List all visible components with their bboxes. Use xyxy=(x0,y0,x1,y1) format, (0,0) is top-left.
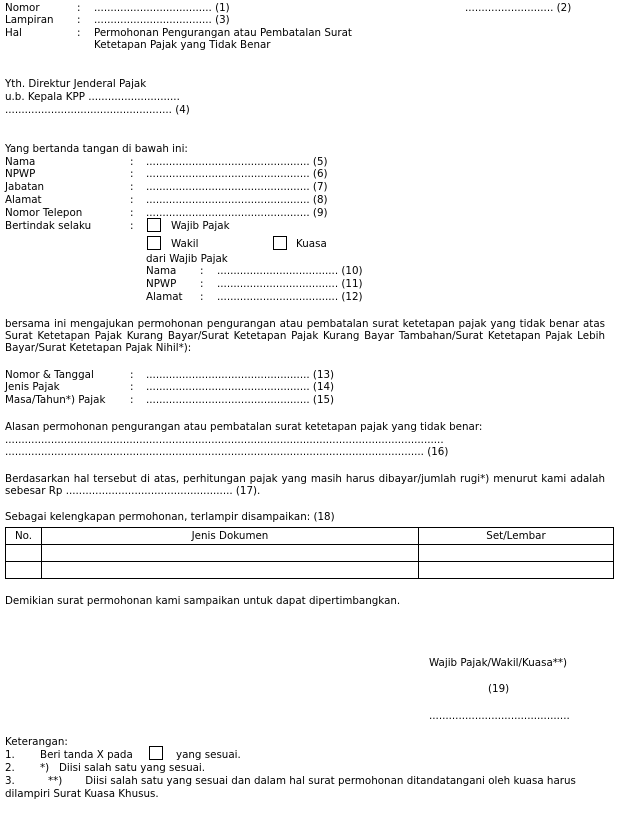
hal-colon: : xyxy=(77,27,81,39)
skp-masa-colon: : xyxy=(130,394,134,406)
signer-telepon-label: Nomor Telepon xyxy=(5,207,83,219)
table-row xyxy=(6,545,614,562)
skp-nomor-colon: : xyxy=(130,369,134,381)
wp-alamat-label: Alamat xyxy=(146,291,183,303)
table-cell[interactable] xyxy=(419,562,614,579)
acting-colon: : xyxy=(130,220,134,232)
skp-jenis-colon: : xyxy=(130,381,134,393)
skp-masa-label: Masa/Tahun*) Pajak xyxy=(5,394,106,406)
skp-nomor-label: Nomor & Tanggal xyxy=(5,369,94,381)
nomor-value: .................................... (1) xyxy=(94,2,230,14)
reason-label: Alasan permohonan pengurangan atau pembatalan surat ketetapan pajak yang tidak benar: xyxy=(5,421,483,433)
opt-wajib-pajak-label: Wajib Pajak xyxy=(171,220,230,232)
checkbox-wakil[interactable] xyxy=(147,236,161,250)
nomor-colon: : xyxy=(77,2,81,14)
wp-nama-colon: : xyxy=(200,265,204,277)
reason-line1: ...................................................................................................................................... xyxy=(5,434,444,446)
nomor-label: Nomor xyxy=(5,2,40,14)
dari-wajib-pajak: dari Wajib Pajak xyxy=(146,253,228,265)
note3-line1: **) Diisi salah satu yang sesuai dan dalam hal surat permohonan ditandatangani oleh kuasa harus xyxy=(48,775,576,787)
attachments-table xyxy=(5,527,614,579)
hal-label: Hal xyxy=(5,27,22,39)
wp-npwp-value: ..................................... (11) xyxy=(217,278,363,290)
table-row xyxy=(6,562,614,579)
recipient-line1: Yth. Direktur Jenderal Pajak xyxy=(5,78,147,90)
note3-number: 3. xyxy=(5,775,15,787)
table-cell[interactable] xyxy=(42,562,419,579)
signature-line: ........................................... xyxy=(429,710,570,722)
wp-npwp-label: NPWP xyxy=(146,278,177,290)
note2-text: *) Diisi salah satu yang sesuai. xyxy=(40,762,206,774)
skp-nomor-value: .................................................. (13) xyxy=(146,369,335,381)
signer-alamat-colon: : xyxy=(130,194,134,206)
hal-line1: Permohonan Pengurangan atau Pembatalan Surat xyxy=(94,27,352,39)
skp-masa-value: .................................................. (15) xyxy=(146,394,335,406)
signer-jabatan-value: .................................................. (7) xyxy=(146,181,328,193)
closing-text: Demikian surat permohonan kami sampaikan untuk dapat dipertimbangkan. xyxy=(5,595,401,607)
note3-line2: dilampiri Surat Kuasa Khusus. xyxy=(5,788,159,800)
note1-text-b: yang sesuai. xyxy=(176,749,241,761)
note2-number: 2. xyxy=(5,762,15,774)
notes-title: Keterangan: xyxy=(5,736,68,748)
signer-nama-value: .................................................. (5) xyxy=(146,156,328,168)
lampiran-colon: : xyxy=(77,14,81,26)
table-cell[interactable] xyxy=(6,545,42,562)
wp-alamat-colon: : xyxy=(200,291,204,303)
lampiran-label: Lampiran xyxy=(5,14,54,26)
note1-text-a: Beri tanda X pada xyxy=(40,749,133,761)
wp-npwp-colon: : xyxy=(200,278,204,290)
calc-paragraph: Berdasarkan hal tersebut di atas, perhitungan pajak yang masih harus dibayar/jumlah rugi*) menurut kami adalah sebesar Rp ................................................... (17). xyxy=(5,473,605,497)
table-header-row xyxy=(6,528,614,545)
signer-alamat-label: Alamat xyxy=(5,194,42,206)
skp-jenis-value: .................................................. (14) xyxy=(146,381,335,393)
note1-checkbox xyxy=(149,746,163,760)
signer-alamat-value: .................................................. (8) xyxy=(146,194,328,206)
signer-npwp-value: .................................................. (6) xyxy=(146,168,328,180)
checkbox-kuasa[interactable] xyxy=(273,236,287,250)
checkbox-wajib-pajak[interactable] xyxy=(147,218,161,232)
table-cell[interactable] xyxy=(6,562,42,579)
recipient-line2: u.b. Kepala KPP ............................ xyxy=(5,91,180,103)
signature-number: (19) xyxy=(488,683,510,695)
signer-intro: Yang bertanda tangan di bawah ini: xyxy=(5,143,188,155)
hal-line2: Ketetapan Pajak yang Tidak Benar xyxy=(94,39,271,51)
date-value: ........................... (2) xyxy=(465,2,572,14)
col-header-jenis-dokumen: Jenis Dokumen xyxy=(42,528,419,545)
signer-npwp-label: NPWP xyxy=(5,168,36,180)
attachments-label: Sebagai kelengkapan permohonan, terlampir disampaikan: (18) xyxy=(5,511,335,523)
opt-wakil-label: Wakil xyxy=(171,238,199,250)
signer-nama-label: Nama xyxy=(5,156,36,168)
acting-label: Bertindak selaku xyxy=(5,220,92,232)
note1-number: 1. xyxy=(5,749,15,761)
table-cell[interactable] xyxy=(42,545,419,562)
signer-npwp-colon: : xyxy=(130,168,134,180)
signer-jabatan-colon: : xyxy=(130,181,134,193)
signer-telepon-value: .................................................. (9) xyxy=(146,207,328,219)
request-paragraph: bersama ini mengajukan permohonan pengurangan atau pembatalan surat ketetapan pajak yang tidak benar atas Surat Ketetapan Pajak Kurang Bayar/Surat Ketetapan Pajak Kurang Bayar Tambahan/Surat Ketetapan Pajak Lebih Bayar/Surat Ketetapan Pajak Nihil*): xyxy=(5,318,605,354)
lampiran-value: .................................... (3) xyxy=(94,14,230,26)
wp-alamat-value: ..................................... (12) xyxy=(217,291,363,303)
opt-kuasa-label: Kuasa xyxy=(296,238,327,250)
signer-nama-colon: : xyxy=(130,156,134,168)
wp-nama-value: ..................................... (10) xyxy=(217,265,363,277)
reason-line2: ................................................................................................................................ (16) xyxy=(5,446,449,458)
signer-telepon-colon: : xyxy=(130,207,134,219)
recipient-line3: ................................................... (4) xyxy=(5,104,190,116)
col-header-no: No. xyxy=(6,528,42,545)
col-header-set-lembar: Set/Lembar xyxy=(419,528,614,545)
table-cell[interactable] xyxy=(419,545,614,562)
signature-role: Wajib Pajak/Wakil/Kuasa**) xyxy=(429,657,568,669)
wp-nama-label: Nama xyxy=(146,265,177,277)
signer-jabatan-label: Jabatan xyxy=(5,181,45,193)
skp-jenis-label: Jenis Pajak xyxy=(5,381,60,393)
